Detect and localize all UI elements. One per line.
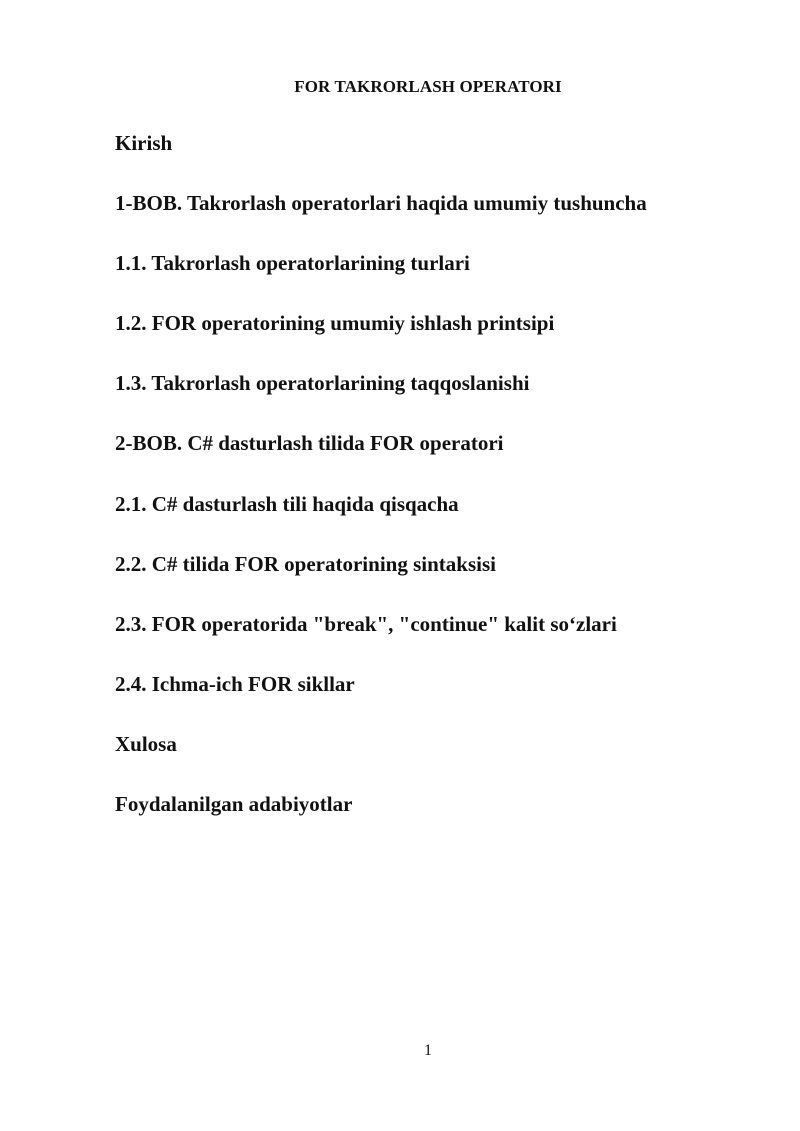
toc-item-xulosa: Xulosa [115,731,177,756]
toc-item-section-2-2: 2.2. C# tilida FOR operatorining sintaksisi [115,551,496,576]
document-title: FOR TAKRORLASH OPERATORI [294,77,562,96]
toc-item-section-1-2: 1.2. FOR operatorining umumiy ishlash printsipi [115,311,555,336]
toc-item-section-2-3: 2.3. FOR operatorida "break", "continue" kalit so‘zlari [115,611,617,636]
toc-item-adabiyotlar: Foydalanilgan adabiyotlar [115,792,353,817]
toc-item-section-1-3: 1.3. Takrorlash operatorlarining taqqoslanishi [115,371,530,396]
toc-item-section-2-1: 2.1. C# dasturlash tili haqida qisqacha [115,491,459,516]
table-of-contents [115,128,647,849]
toc-item-chapter-2: 2-BOB. C# dasturlash tilida FOR operatori [115,431,504,456]
toc-item-section-2-4: 2.4. Ichma-ich FOR sikllar [115,671,355,696]
toc-item-section-1-1: 1.1. Takrorlash operatorlarining turlari [115,251,470,276]
toc-item-kirish: Kirish [115,131,173,155]
page-number: 1 [424,1042,432,1059]
toc-item-chapter-1: 1-BOB. Takrorlash operatorlari haqida umumiy tushuncha [115,191,647,216]
